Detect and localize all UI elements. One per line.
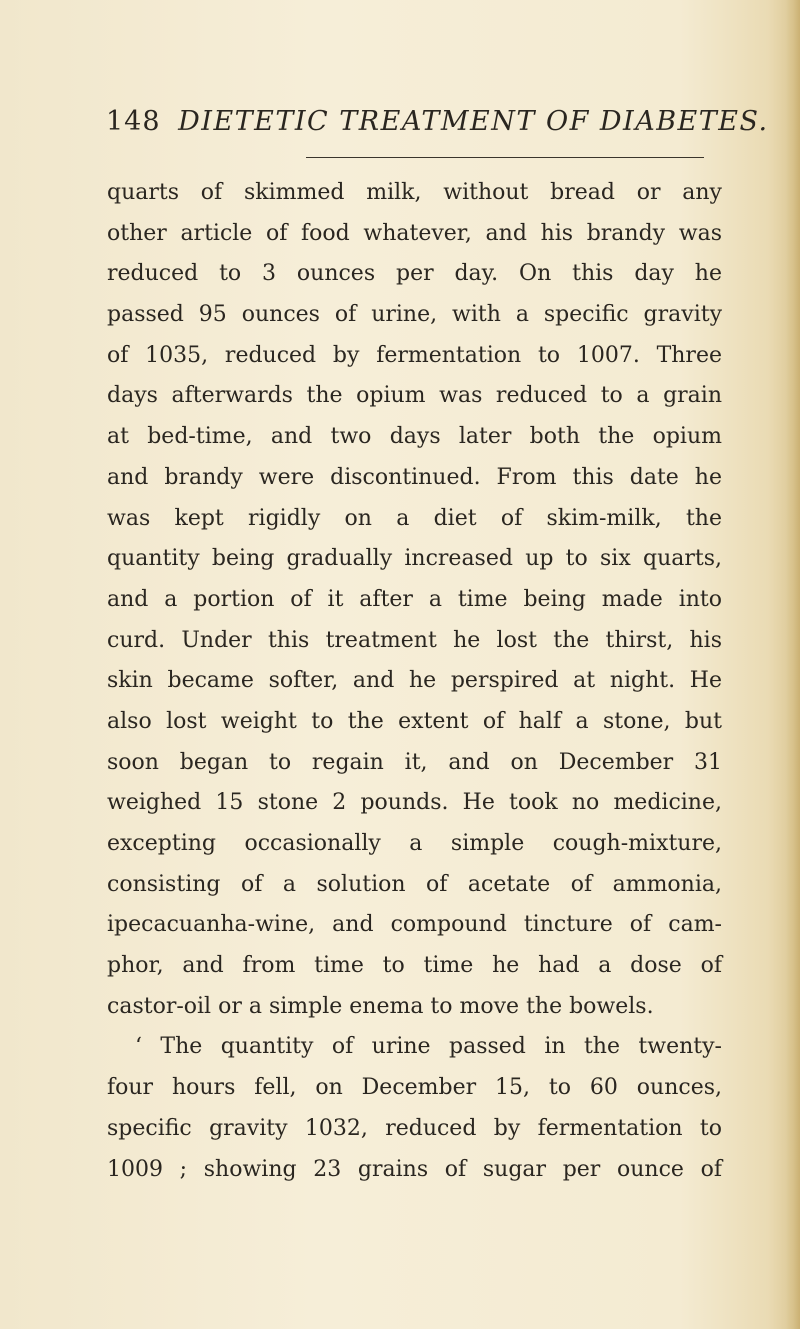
- text-line: excepting occasionally a simple cough-mixture,: [107, 831, 722, 856]
- header-rule: [306, 157, 704, 158]
- text-line: passed 95 ounces of urine, with a specific gravity: [107, 302, 722, 328]
- text-line: specific gravity 1032, reduced by fermentation to: [107, 1115, 722, 1141]
- text-line: quarts of skimmed milk, without bread or any: [107, 180, 722, 205]
- text-line: curd. Under this treatment he lost the thirst, his: [107, 627, 722, 653]
- text-line: quantity being gradually increased up to six quarts,: [107, 546, 722, 572]
- text-line: 1009 ; showing 23 grains of sugar per ounce of: [107, 1156, 722, 1182]
- text-line: four hours fell, on December 15, to 60 ounces,: [107, 1075, 722, 1101]
- text-line: other article of food whatever, and his brandy was: [107, 220, 722, 246]
- text-line: and a portion of it after a time being made into: [107, 586, 722, 612]
- text-line: soon began to regain it, and on December 31: [107, 749, 722, 775]
- text-line: days afterwards the opium was reduced to a grain: [107, 383, 722, 409]
- text-line: and brandy were discontinued. From this date he: [107, 464, 722, 490]
- text-line: at bed-time, and two days later both the opium: [107, 424, 722, 450]
- running-title: DIETETIC TREATMENT OF DIABETES.: [178, 106, 769, 137]
- text-line: consisting of a solution of acetate of ammonia,: [107, 871, 722, 897]
- body-text: [107, 173, 722, 1190]
- text-line: was kept rigidly on a diet of skim-milk, the: [107, 505, 722, 531]
- text-line: also lost weight to the extent of half a stone, but: [107, 708, 722, 734]
- page-number: 148: [106, 106, 161, 137]
- text-line: phor, and from time to time he had a dose of: [107, 953, 722, 979]
- text-line: skin became softer, and he perspired at night. He: [107, 668, 722, 694]
- text-line: ‘ The quantity of urine passed in the twenty-: [135, 1034, 722, 1060]
- text-line: of 1035, reduced by fermentation to 1007. Three: [107, 342, 722, 368]
- text-line: castor-oil or a simple enema to move the bowels.: [107, 993, 654, 1019]
- page-edge-shadow: [786, 0, 800, 1329]
- text-line: reduced to 3 ounces per day. On this day he: [107, 261, 722, 287]
- text-line: weighed 15 stone 2 pounds. He took no medicine,: [107, 790, 722, 816]
- running-header: [106, 106, 769, 146]
- text-line: ipecacuanha-wine, and compound tincture of cam-: [107, 912, 722, 938]
